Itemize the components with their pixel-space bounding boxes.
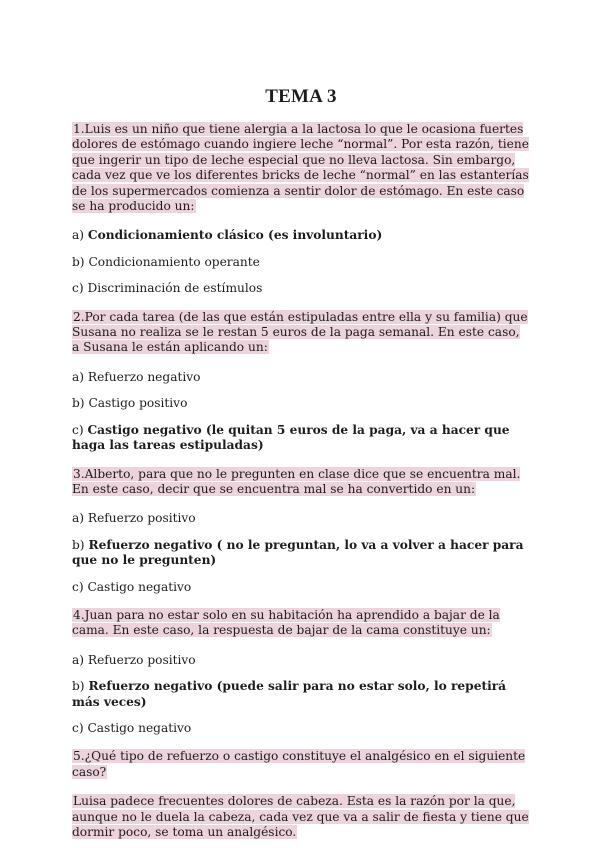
question-1 bbox=[72, 122, 530, 214]
q2-option-b bbox=[72, 396, 530, 411]
q2-option-a bbox=[72, 370, 530, 385]
option-text: Castigo positivo bbox=[88, 396, 188, 411]
option-text: Castigo negativo bbox=[87, 720, 192, 735]
question-5-text: 5.¿Qué tipo de refuerzo o castigo constituye el analgésico en el siguiente caso? bbox=[72, 749, 526, 779]
option-text: Refuerzo positivo bbox=[87, 511, 196, 526]
option-text: Refuerzo negativo bbox=[87, 369, 201, 384]
q4-option-b bbox=[72, 679, 530, 710]
option-text: Refuerzo positivo bbox=[87, 652, 196, 667]
q4-option-a bbox=[72, 653, 530, 668]
question-3-text: 3.Alberto, para que no le pregunten en clase dice que se encuentra mal. En este caso, decir que se encuentra mal se ha convertido en un: bbox=[72, 466, 521, 496]
q1-option-a bbox=[72, 228, 530, 243]
question-2-text: 2.Por cada tarea (de las que están estipuladas entre ella y su familia) que Susana no realiza se le restan 5 euros de la paga semanal. En este caso, a Susana le están aplicando un: bbox=[72, 309, 528, 355]
question-5-context-text: Luisa padece frecuentes dolores de cabeza. Esta es la razón por la que, aunque no le duela la cabeza, cada vez que va a salir de fiesta y tiene que dormir poco, se toma un analgésico. bbox=[72, 794, 529, 839]
question-2 bbox=[72, 310, 530, 356]
question-1-text: 1.Luis es un niño que tiene alergia a la lactosa lo que le ocasiona fuertes dolores de estómago cuando ingiere leche “normal”. Por esta razón, tiene que ingerir un tipo de leche especial que no lleva lactosa. Sin embargo, cada vez que ve los diferentes bricks de leche “normal” en las estanterías de los supermercados comienza a sentir dolor de estómago. En este caso se ha producido un: bbox=[72, 122, 529, 214]
option-text: Refuerzo negativo (puede salir para no estar solo, lo repetirá más veces) bbox=[72, 679, 507, 709]
q1-option-b bbox=[72, 255, 530, 270]
option-letter: c) bbox=[72, 281, 84, 296]
option-letter: b) bbox=[72, 537, 85, 552]
option-text: Discriminación de estímulos bbox=[87, 281, 263, 296]
option-letter: a) bbox=[72, 369, 85, 384]
option-text: Refuerzo negativo ( no le preguntan, lo va a volver a hacer para que no le pregunten) bbox=[72, 537, 524, 568]
question-4-text: 4.Juan para no estar solo en su habitación ha aprendido a bajar de la cama. En este caso, la respuesta de bajar de la cama constituye un: bbox=[72, 607, 500, 638]
q3-option-a bbox=[72, 511, 530, 526]
question-5-context bbox=[72, 794, 530, 840]
q4-option-c bbox=[72, 721, 530, 736]
option-letter: b) bbox=[72, 254, 85, 269]
option-text: Condicionamiento clásico (es involuntario) bbox=[87, 228, 383, 243]
q3-option-c bbox=[72, 580, 530, 595]
question-4 bbox=[72, 608, 530, 639]
option-letter: c) bbox=[72, 720, 84, 735]
q3-option-b bbox=[72, 538, 530, 569]
option-letter: b) bbox=[72, 396, 85, 411]
option-letter: a) bbox=[72, 228, 85, 243]
question-5 bbox=[72, 749, 530, 780]
option-letter: a) bbox=[72, 511, 85, 526]
page-title: TEMA 3 bbox=[265, 86, 337, 107]
option-text: Castigo negativo (le quitan 5 euros de la paga, va a hacer que haga las tareas estipuladas) bbox=[72, 422, 510, 453]
q2-option-c bbox=[72, 423, 530, 454]
option-text: Castigo negativo bbox=[87, 579, 192, 594]
q1-option-c bbox=[72, 281, 530, 296]
option-letter: c) bbox=[72, 422, 84, 437]
option-text: Condicionamiento operante bbox=[88, 254, 260, 269]
question-3 bbox=[72, 467, 530, 498]
option-letter: a) bbox=[72, 652, 85, 667]
option-letter: b) bbox=[72, 679, 85, 694]
option-letter: c) bbox=[72, 579, 84, 594]
